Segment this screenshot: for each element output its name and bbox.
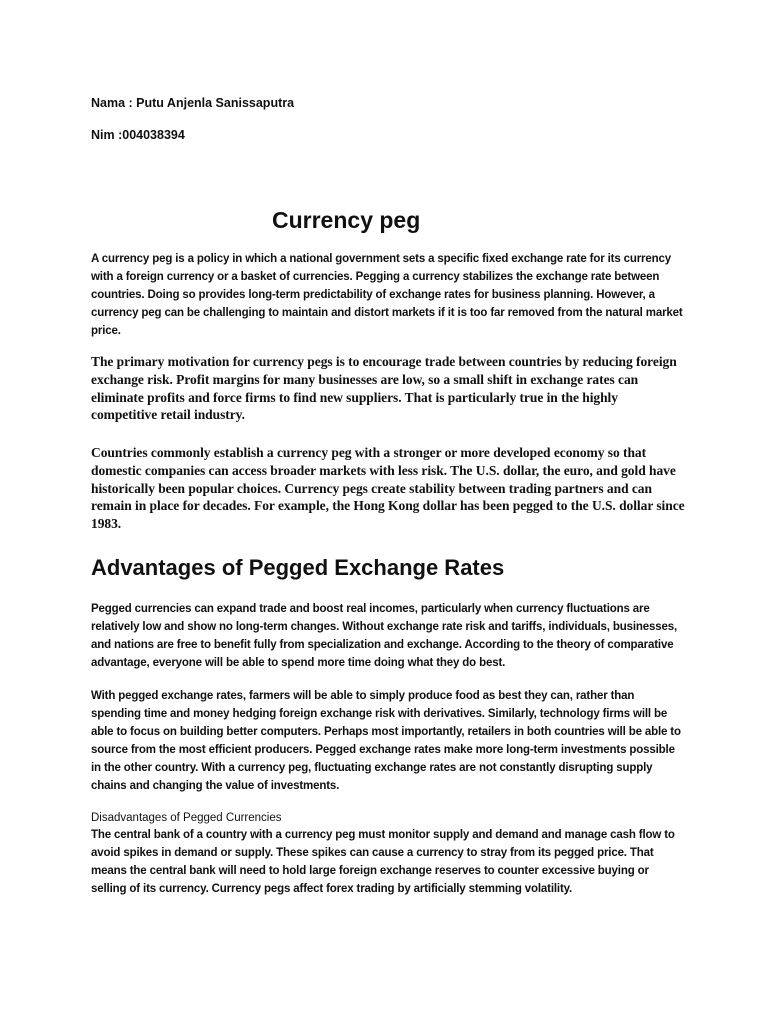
advantages-paragraph-1: Pegged currencies can expand trade and boost real incomes, particularly when currency fluctuations are relatively low and show no long-term changes. Without exchange rate risk and tariffs, individuals, businesses, and nations are free to benefit fully from specialization and exchange. According to the theory of comparative advantage, everyone will be able to spend more time doing what they do best. [91,603,678,669]
student-name-line: Nama : Putu Anjenla Sanissaputra [91,96,295,110]
advantages-paragraph-2: With pegged exchange rates, farmers will be able to simply produce food as best they can, rather than spending time and money hedging foreign exchange risk with derivatives. Similarly, technology firms will be able to focus on building better computers. Perhaps most importantly, retailers in both countries will be able to source from the most efficient producers. Pegged exchange rates make more long-term investments possible in the other country. With a currency peg, fluctuating exchange rates are not constantly disrupting supply chains and changing the value of investments. [91,690,681,792]
intro-paragraph: A currency peg is a policy in which a national government sets a specific fixed exchange rate for its currency with a foreign currency or a basket of currencies. Pegging a currency stabilizes the exchange rate between countries. Doing so provides long-term predictability of exchange rates for business planning. However, a currency peg can be challenging to maintain and distort markets if it is too far removed from the natural market price. [91,253,683,337]
disadvantages-heading: Disadvantages of Pegged Currencies [91,812,282,824]
advantages-heading: Advantages of Pegged Exchange Rates [91,555,505,580]
disadvantages-paragraph: The central bank of a country with a currency peg must monitor supply and demand and manage cash flow to avoid spikes in demand or supply. These spikes can cause a currency to stray from its pegged price. That means the central bank will need to hold large foreign exchange reserves to counter excessive buying or selling of its currency. Currency pegs affect forex trading by artificially stemming volatility. [91,829,675,895]
student-id-line: Nim :004038394 [91,128,185,142]
motivation-paragraph: The primary motivation for currency pegs is to encourage trade between countries by reducing foreign exchange risk. Profit margins for many businesses are low, so a small shift in exchange rates can eliminate profits and force firms to find new suppliers. That is particularly true in the highly competitive retail industry. [91,354,677,423]
document-title: Currency peg [272,207,421,233]
countries-paragraph: Countries commonly establish a currency peg with a stronger or more developed economy so that domestic companies can access broader markets with less risk. The U.S. dollar, the euro, and gold have historically been popular choices. Currency pegs create stability between trading partners and can remain in place for decades. For example, the Hong Kong dollar has been pegged to the U.S. dollar since 1983. [91,445,685,532]
